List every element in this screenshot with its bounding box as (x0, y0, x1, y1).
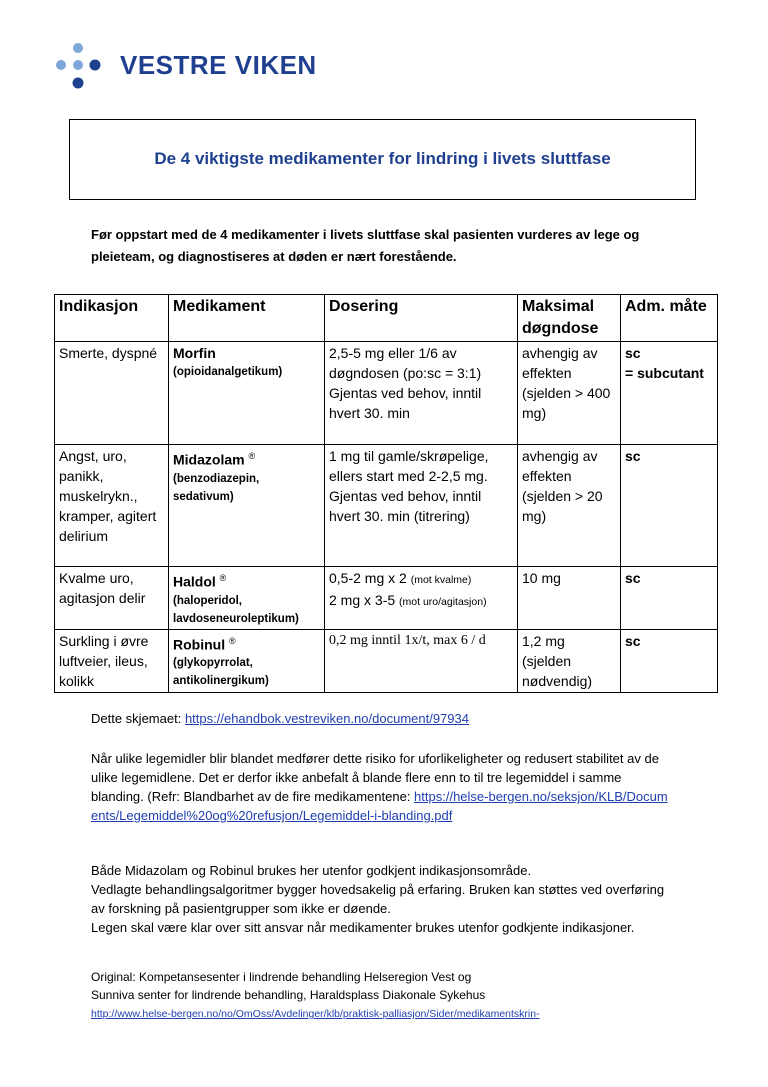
registered-mark: ® (219, 573, 227, 583)
medication-table (54, 294, 718, 693)
table-row (55, 567, 718, 630)
header-dose: Dosering (325, 295, 518, 342)
cell-indication: Surkling i øvre luftveier, ileus, kolikk (55, 629, 169, 692)
brand-name: VESTRE VIKEN (120, 50, 317, 80)
cell-dose: 1 mg til gamle/skrøpelige, ellers start med 2-2,5 mg. Gjentas ved behov, inntil hvert 30. min (titrering) (325, 445, 518, 567)
offlabel-paragraph (91, 861, 671, 937)
logo-dot (73, 43, 83, 53)
header-indication: Indikasjon (55, 295, 169, 342)
offlabel-line: Både Midazolam og Robinul brukes her utenfor godkjent indikasjonsområde. (91, 863, 532, 878)
drug-name: Haldol (173, 573, 216, 590)
page-title: De 4 viktigste medikamenter for lindring i livets sluttfase (154, 149, 611, 168)
dose-note: (mot uro/agitasjon) (399, 596, 487, 608)
cell-dose: 0,2 mg inntil 1x/t, max 6 / d (325, 629, 518, 692)
drug-name: Robinul (173, 636, 226, 653)
drug-name: Morfin (173, 345, 216, 361)
cell-max-dose: 1,2 mg (sjelden nødvendig) (518, 629, 621, 692)
mixing-paragraph (91, 749, 671, 825)
drug-class: (glykopyrrolat, antikolinergikum) (173, 657, 269, 688)
drug-class: (benzodiazepin, sedativum) (173, 472, 260, 503)
drug-class: (haloperidol, lavdoseneuroleptikum) (173, 594, 299, 625)
scheme-label: Dette skjemaet: (91, 711, 182, 726)
logo-dot (73, 78, 84, 89)
logo-dot (56, 60, 66, 70)
table-header-row (55, 295, 718, 342)
dose-line: 0,5-2 mg x 2 (329, 570, 407, 586)
cell-admin: sc (621, 445, 718, 567)
cell-drug (169, 567, 325, 630)
cell-max-dose: avhengig av effekten (sjelden > 400 mg) (518, 342, 621, 445)
admin-route: sc (625, 345, 641, 361)
offlabel-line: Legen skal være klar over sitt ansvar når medikamenter brukes utenfor godkjente indikasjoner. (91, 920, 635, 935)
source-line: Sunniva senter for lindrende behandling, Haraldsplass Diakonale Sykehus (91, 988, 486, 1002)
cell-indication: Kvalme uro, agitasjon delir (55, 567, 169, 630)
cell-admin (621, 342, 718, 445)
dose-note: (mot kvalme) (410, 574, 472, 586)
cell-admin: sc (621, 567, 718, 630)
title-box (69, 119, 696, 200)
table-row (55, 445, 718, 567)
logo-dot (90, 60, 101, 71)
header-drug: Medikament (169, 295, 325, 342)
logo-dot (73, 60, 83, 70)
cell-dose: 2,5-5 mg eller 1/6 av døgndosen (po:sc = 3:1) Gjentas ved behov, inntil hvert 30. min (325, 342, 518, 445)
table-row (55, 629, 718, 692)
cell-drug (169, 445, 325, 567)
cell-dose (325, 567, 518, 630)
table-row (55, 342, 718, 445)
source-link[interactable]: http://www.helse-bergen.no/no/OmOss/Avdelinger/klb/praktisk-palliasjon/Sider/medikamentskrin- (91, 1008, 540, 1020)
cell-drug (169, 629, 325, 692)
cell-drug (169, 342, 325, 445)
drug-name: Midazolam (173, 451, 245, 468)
cell-admin: sc (621, 629, 718, 692)
cell-indication: Angst, uro, panikk, muskelrykn., kramper, agitert delirium (55, 445, 169, 567)
scheme-link[interactable]: https://ehandbok.vestreviken.no/document/97934 (184, 711, 469, 726)
header-max-dose: Maksimal døgndose (518, 295, 621, 342)
intro-text: Før oppstart med de 4 medikamenter i livets sluttfase skal pasienten vurderes av lege og pleieteam, og diagnostiseres at døden er nært forestående. (91, 227, 640, 264)
original-source (91, 968, 691, 1023)
cell-max-dose: 10 mg (518, 567, 621, 630)
dose-line: 2 mg x 3-5 (329, 592, 396, 608)
admin-note: = subcutant (625, 365, 704, 381)
drug-class: (opioidanalgetikum) (173, 366, 283, 378)
scheme-reference (91, 709, 671, 728)
registered-mark: ® (229, 635, 236, 646)
mixing-text: Når ulike legemidler blir blandet medfører dette risiko for uforlikeligheter og redusert stabilitet av de ulike legemidlene. Det er derfor ikke anbefalt å blande flere enn to til tre legemiddel i samme blanding. (Refr: Blandbarhet av de fire medikamentene: (91, 751, 659, 804)
registered-mark: ® (248, 451, 256, 461)
cell-indication: Smerte, dyspné (55, 342, 169, 445)
mixing-link[interactable]: https://helse-bergen.no/seksjon/KLB/Documents/Legemiddel%20og%20refusjon/Legemiddel-i-blanding.pdf (91, 789, 668, 823)
source-line: Original: Kompetansesenter i lindrende behandling Helseregion Vest og (91, 970, 472, 984)
cell-max-dose: avhengig av effekten (sjelden > 20 mg) (518, 445, 621, 567)
offlabel-line: Vedlagte behandlingsalgoritmer bygger hovedsakelig på erfaring. Bruken kan støttes ved overføring av forskning på pasientgrupper som ikke er døende. (91, 882, 665, 916)
header-admin: Adm. måte (621, 295, 718, 342)
